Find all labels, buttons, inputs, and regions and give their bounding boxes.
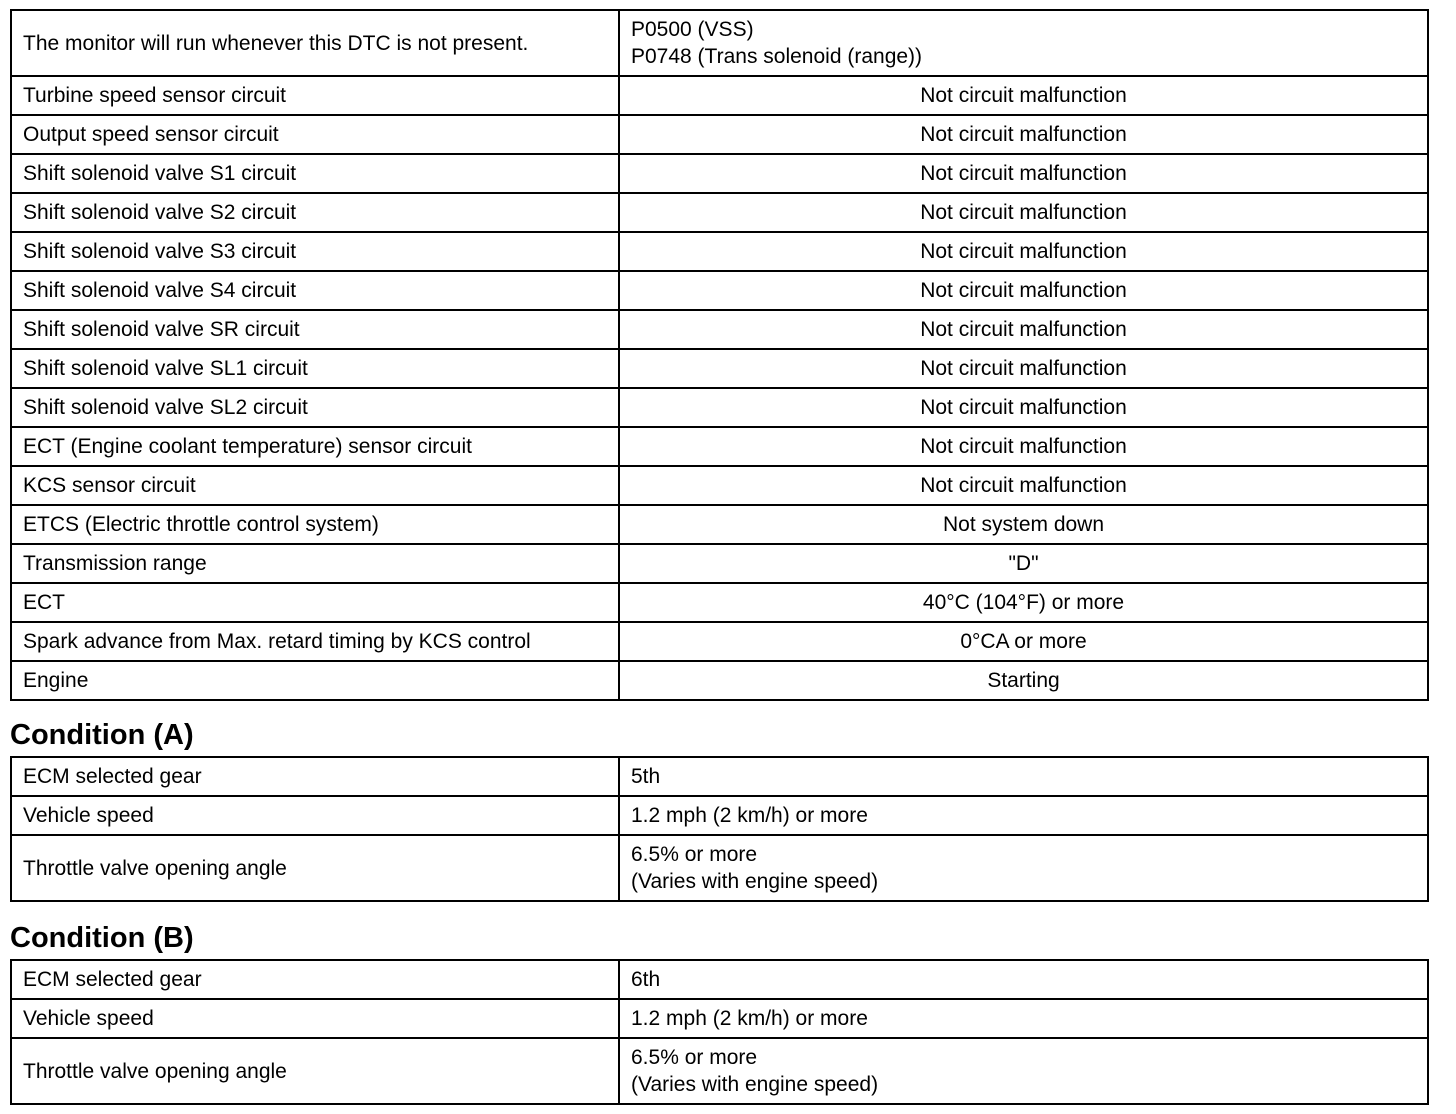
- table-row: [11, 999, 1428, 1038]
- row-label: Spark advance from Max. retard timing by KCS control: [11, 622, 619, 661]
- row-label: Shift solenoid valve SL2 circuit: [11, 388, 619, 427]
- row-value: 1.2 mph (2 km/h) or more: [619, 796, 1428, 835]
- monitor-conditions-table: [10, 9, 1429, 701]
- table-row: [11, 271, 1428, 310]
- value-line: 6.5% or more: [631, 843, 758, 866]
- table-row: [11, 544, 1428, 583]
- condition-b-table: [10, 959, 1429, 1105]
- row-label: Shift solenoid valve S3 circuit: [11, 232, 619, 271]
- table-row: [11, 796, 1428, 835]
- table-row: [11, 193, 1428, 232]
- row-value: [619, 1038, 1428, 1104]
- value-line: 6.5% or more: [631, 1046, 758, 1069]
- table-row: [11, 310, 1428, 349]
- row-value: Not circuit malfunction: [619, 271, 1428, 310]
- row-value: 0°CA or more: [619, 622, 1428, 661]
- row-value: Not circuit malfunction: [619, 154, 1428, 193]
- table-row: [11, 388, 1428, 427]
- row-label: Shift solenoid valve S1 circuit: [11, 154, 619, 193]
- table-row: [11, 466, 1428, 505]
- row-value: Not circuit malfunction: [619, 193, 1428, 232]
- condition-b-heading: Condition (B): [10, 922, 194, 954]
- table-row: [11, 10, 1428, 76]
- row-value: Not circuit malfunction: [619, 466, 1428, 505]
- row-label: Vehicle speed: [11, 999, 619, 1038]
- table-row: [11, 427, 1428, 466]
- row-value: 5th: [619, 757, 1428, 796]
- dtc-list: [619, 10, 1428, 76]
- table-row: [11, 661, 1428, 700]
- row-value: Not circuit malfunction: [619, 310, 1428, 349]
- table-row: [11, 835, 1428, 901]
- row-label: ETCS (Electric throttle control system): [11, 505, 619, 544]
- row-value: 1.2 mph (2 km/h) or more: [619, 999, 1428, 1038]
- row-value: Not circuit malfunction: [619, 232, 1428, 271]
- table-row: [11, 583, 1428, 622]
- row-value: [619, 835, 1428, 901]
- row-label: ECM selected gear: [11, 757, 619, 796]
- table-row: [11, 757, 1428, 796]
- row-label: Throttle valve opening angle: [11, 1038, 619, 1104]
- row-value: Not system down: [619, 505, 1428, 544]
- row-label: Shift solenoid valve S4 circuit: [11, 271, 619, 310]
- table-row: [11, 76, 1428, 115]
- dtc-code: P0748 (Trans solenoid (range)): [631, 45, 923, 68]
- row-label: Engine: [11, 661, 619, 700]
- row-label: ECM selected gear: [11, 960, 619, 999]
- table-row: [11, 960, 1428, 999]
- row-value: Not circuit malfunction: [619, 427, 1428, 466]
- row-label: Throttle valve opening angle: [11, 835, 619, 901]
- table-row: [11, 154, 1428, 193]
- row-label: Turbine speed sensor circuit: [11, 76, 619, 115]
- row-label: Vehicle speed: [11, 796, 619, 835]
- row-label: The monitor will run whenever this DTC is not present.: [11, 10, 619, 76]
- value-line: (Varies with engine speed): [631, 1073, 879, 1096]
- row-label: KCS sensor circuit: [11, 466, 619, 505]
- row-value: 40°C (104°F) or more: [619, 583, 1428, 622]
- table-row: [11, 115, 1428, 154]
- dtc-code: P0500 (VSS): [631, 18, 754, 41]
- table-row: [11, 505, 1428, 544]
- row-value: Not circuit malfunction: [619, 388, 1428, 427]
- row-value: Starting: [619, 661, 1428, 700]
- table-row: [11, 1038, 1428, 1104]
- row-value: Not circuit malfunction: [619, 115, 1428, 154]
- row-label: Shift solenoid valve SL1 circuit: [11, 349, 619, 388]
- row-value: "D": [619, 544, 1428, 583]
- condition-a-heading: Condition (A): [10, 719, 194, 751]
- row-value: Not circuit malfunction: [619, 349, 1428, 388]
- value-line: (Varies with engine speed): [631, 870, 879, 893]
- row-label: Output speed sensor circuit: [11, 115, 619, 154]
- row-label: ECT (Engine coolant temperature) sensor circuit: [11, 427, 619, 466]
- table-row: [11, 349, 1428, 388]
- table-row: [11, 232, 1428, 271]
- row-value: 6th: [619, 960, 1428, 999]
- row-label: ECT: [11, 583, 619, 622]
- row-label: Shift solenoid valve S2 circuit: [11, 193, 619, 232]
- condition-a-table: [10, 756, 1429, 902]
- row-value: Not circuit malfunction: [619, 76, 1428, 115]
- row-label: Transmission range: [11, 544, 619, 583]
- table-row: [11, 622, 1428, 661]
- row-label: Shift solenoid valve SR circuit: [11, 310, 619, 349]
